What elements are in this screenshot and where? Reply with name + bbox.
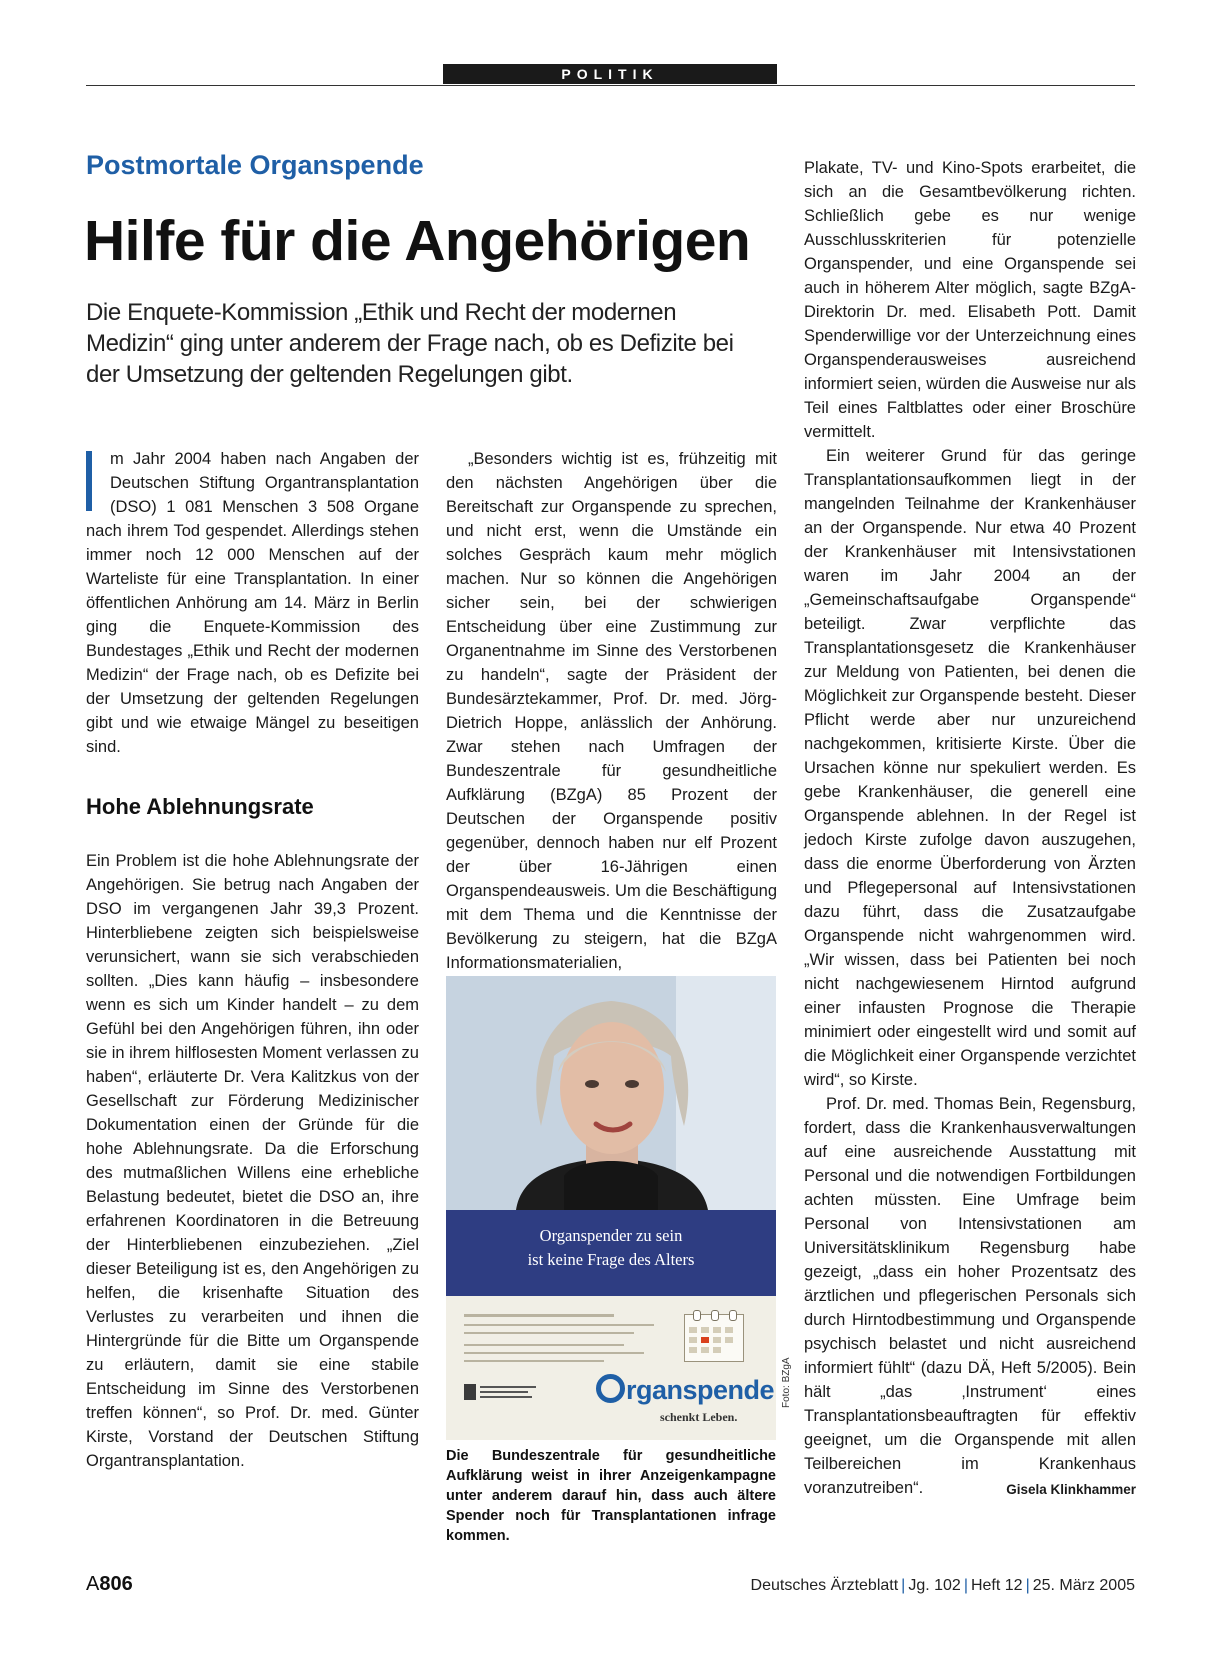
author-byline: Gisela Klinkhammer bbox=[1006, 1482, 1136, 1497]
campaign-ad-image bbox=[446, 976, 776, 1440]
ad-text-line bbox=[464, 1360, 604, 1362]
separator: | bbox=[1025, 1577, 1030, 1594]
portrait-photo bbox=[446, 976, 776, 1210]
column-1 bbox=[86, 447, 419, 1473]
publication-info bbox=[751, 1577, 1135, 1595]
paragraph-text: Prof. Dr. med. Thomas Bein, Regensburg, fordert, dass die Krankenhausverwaltungen auf eine ausreichende Ausstattung mit Personal und die notwendigen Fortbildungen achten müssten. Eine Umfrage beim Personal von Intensivstationen am Universitätsklinikum Regensburg habe gezeigt, „dass ein hoher Prozentsatz des ärztlichen und pflegerischen Personals sich durch Hirntodbestimmung und Organspende psychisch belastet und nicht ausreichend informiert fühlt“ (dazu DÄ, Heft 5/2005). Bein hält „das ‚Instrument‘ eines Transplantationsbeauftragten für effektiv geeignet, um die Organspende mit allen Teilbereichen im Krankenhaus voranzutreiben“. bbox=[804, 1095, 1136, 1497]
volume: Jg. 102 bbox=[908, 1577, 961, 1594]
banner-line-2: ist keine Frage des Alters bbox=[527, 1250, 695, 1269]
page-number-value: 806 bbox=[99, 1573, 133, 1595]
ad-text-line bbox=[464, 1344, 624, 1346]
banner-line-1: Organspender zu sein bbox=[539, 1226, 683, 1245]
logo-wordmark: rganspende bbox=[626, 1375, 775, 1405]
page-number bbox=[86, 1573, 133, 1596]
figure-caption: Die Bundeszentrale für gesundheitliche Aufklärung weist in ihrer Anzeigenkampagne unter anderem darauf hin, dass auch ältere Spender noch für Transplantationen infrage kommen. bbox=[446, 1448, 776, 1544]
subheading: Hohe Ablehnungsrate bbox=[86, 794, 314, 819]
journal-name: Deutsches Ärzteblatt bbox=[750, 1577, 899, 1594]
logo-tagline: schenkt Leben. bbox=[660, 1410, 738, 1424]
paragraph bbox=[804, 1092, 1136, 1500]
section-label: POLITIK bbox=[443, 64, 777, 84]
dropcap-bar bbox=[86, 451, 102, 511]
separator: | bbox=[963, 1577, 968, 1594]
separator: | bbox=[901, 1577, 906, 1594]
column-3 bbox=[804, 156, 1136, 1502]
issue-date: 25. März 2005 bbox=[1032, 1577, 1135, 1594]
paragraph: Plakate, TV- und Kino-Spots erarbeitet, die sich an die Gesamtbevölkerung richten. Schließlich gebe es nur wenige Ausschlusskriterien für potenzielle Organspender, und eine Organspende sei auch in höherem Alter möglich, sagte BZgA-Direktorin Dr. med. Elisabeth Pott. Damit Spenderwillige vor der Unterzeichnung eines Organspenderausweises ausreichend informiert seien, würden die Ausweise nur als Teil eines Faltblattes oder einer Broschüre vermittelt. bbox=[804, 159, 1136, 441]
intro-text: m Jahr 2004 haben nach Angaben der Deutschen Stiftung Organtransplantation (DSO) 1 081 Menschen 3 508 Organe nach ihrem Tod gespendet. Allerdings stehen immer noch 12 000 Menschen auf der Warteliste für eine Transplantation. In einer öffentlichen Anhörung am 14. März in Berlin ging die Enquete-Kommission des Bundestages „Ethik und Recht der modernen Medizin“ der Frage nach, ob es Defizite bei der Umsetzung der geltenden Regelungen gibt und wie etwaige Mängel zu beseitigen sind. bbox=[86, 450, 419, 756]
article-headline: Hilfe für die Angehörigen bbox=[84, 209, 751, 273]
bzga-logo-icon bbox=[464, 1382, 544, 1404]
intro-paragraph bbox=[86, 447, 419, 759]
paragraph: Ein weiterer Grund für das geringe Transplantationsaufkommen liegt in der mangelnden Teilnahme der Krankenhäuser an der Organspende. Nur etwa 40 Prozent der Krankenhäuser mit Intensivstationen waren im Jahr 2004 an der „Gemeinschaftsaufgabe Organspende“ beteiligt. Zwar verpflichte das Transplantationsgesetz die Krankenhäuser zur Meldung von Patienten, bei denen die Möglichkeit zur Organspende besteht. Dieser Pflicht werde aber nur unzureichend nachgekommen, kritisierte Kirste. Über die Ursachen könne nur spekuliert werden. Es gebe Krankenhäuser, die generell eine Organspende ablehnen. In der Regel ist jedoch Kirste zufolge davon auszugehen, dass die enorme Überforderung von Ärzten und Pflegepersonal auf Intensivstationen dazu führt, dass die Zusatzaufgabe Organspende nicht wahrgenommen wird. „Wir wissen, dass bei Patienten bei noch nicht nachgewiesenem Hirntod aufgrund einer infausten Prognose die Therapie minimiert oder eingestellt wird und somit auf die Möglichkeit einer Organspende verzichtet wird“, so Kirste. bbox=[804, 447, 1136, 1089]
photo-credit: Foto: BZgA bbox=[781, 1357, 792, 1408]
issue: Heft 12 bbox=[970, 1577, 1023, 1594]
page-prefix: A bbox=[86, 1573, 100, 1595]
ad-text-line bbox=[464, 1324, 654, 1326]
paragraph: Ein Problem ist die hohe Ablehnungsrate der Angehörigen. Sie betrug nach Angaben der DSO im vergangenen Jahr 39,3 Prozent. Hinterbliebene zeigten sich beispielsweise verunsichert, wann sie sich verabschieden sollten. „Dies kann häufig – insbesondere wenn es sich um Kinder handelt – zu dem Gefühl bei den Angehörigen führen, ihn oder sie in ihrem hilflosesten Moment verlassen zu haben“, erläuterte Dr. Vera Kalitzkus von der Gesellschaft zur Förderung Medizinischer Dokumentation einen der Gründe für die hohe Ablehnungsrate. Da die Erforschung des mutmaßlichen Willens eine erhebliche Belastung bedeutet, bietet die DSO an, ihre erfahrenen Koordinatoren in die Betreuung der Hinterbliebenen einzubeziehen. „Ziel dieser Beteiligung ist es, den Angehörigen zu helfen, die krisenhafte Situation des Verlustes zu verarbeiten und ihnen die Hintergründe für die Bitte um Organspende zu erläutern, damit sie eine stabile Entscheidung im Sinne des Verstorbenen treffen können“, so Prof. Dr. med. Günter Kirste, Vorstand der Deutschen Stiftung Organtransplantation. bbox=[86, 852, 419, 1470]
paragraph: „Besonders wichtig ist es, frühzeitig mit den nächsten Angehörigen über die Bereitschaft zur Organspende zu sprechen, und nicht erst, wenn die Umstände ein solches Gespräch kaum mehr möglich machen. Nur so können die Angehörigen sicher sein, bei der schwierigen Entscheidung über eine Zustimmung zur Organentnahme im Sinne des Verstorbenen zu handeln“, sagte der Präsident der Bundesärztekammer, Prof. Dr. med. Jörg-Dietrich Hoppe, anlässlich der Anhörung. Zwar stehen nach Umfragen der Bundeszentrale für gesundheitliche Aufklärung (BZgA) 85 Prozent der Deutschen der Organspende positiv gegenüber, dennoch haben nur elf Prozent der über 16-Jährigen einen Organspendeausweis. Um die Beschäftigung mit dem Thema und die Kenntnisse der Bevölkerung zu steigern, hat die BZgA Informationsmaterialien, bbox=[446, 450, 777, 972]
column-2 bbox=[446, 447, 777, 975]
article-lede: Die Enquete-Kommission „Ethik und Recht der modernen Medizin“ ging unter anderem der Frage nach, ob es Defizite bei der Umsetzung der geltenden Regelungen gibt. bbox=[86, 299, 734, 388]
ad-banner bbox=[446, 1210, 776, 1296]
top-rule bbox=[86, 85, 1135, 86]
ad-text-line bbox=[464, 1352, 644, 1354]
logo-o-icon bbox=[596, 1374, 625, 1403]
article-kicker: Postmortale Organspende bbox=[86, 150, 424, 180]
ad-text-line bbox=[464, 1314, 614, 1317]
ad-lower-panel bbox=[446, 1296, 776, 1440]
organspende-logo bbox=[596, 1374, 774, 1406]
ad-text-line bbox=[464, 1332, 634, 1334]
calendar-icon bbox=[684, 1314, 744, 1362]
